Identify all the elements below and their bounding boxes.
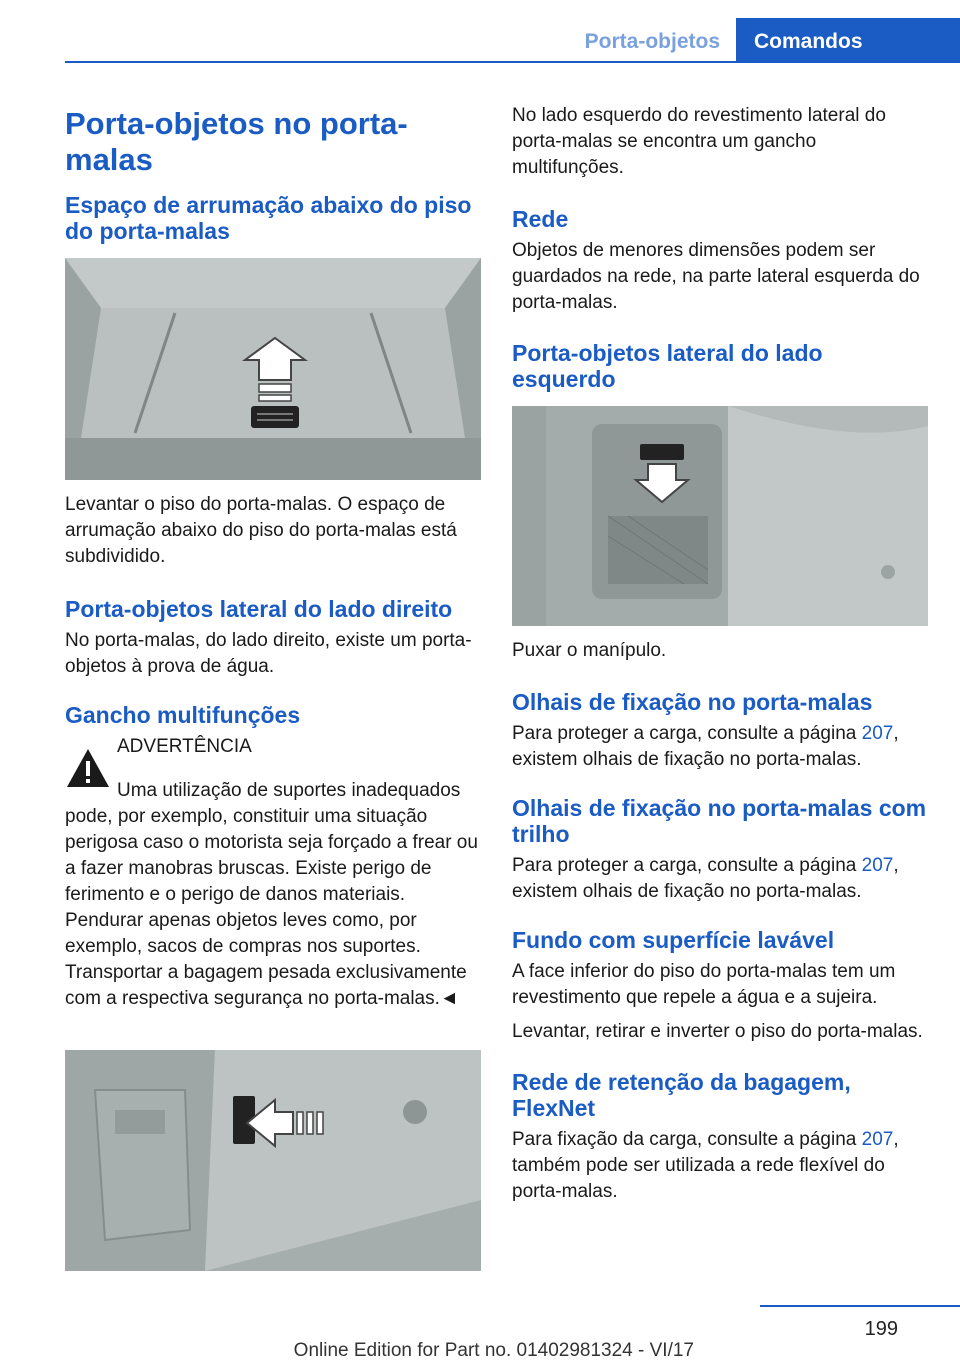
paragraph-washable-floor: A face inferior do piso do porta-malas tem um revestimento que repele a água e a sujeira.: [512, 961, 896, 1008]
heading-storage-under-floor: Espaço de arrumação abaixo do piso do porta-malas: [65, 192, 472, 244]
heading-net: Rede: [512, 206, 569, 232]
page-number: 199: [864, 1318, 898, 1340]
heading-lashing-eyes-rail: Olhais de fixação no porta-malas com trilho: [512, 795, 927, 847]
lashing-eyes-rail-text-b: , existem olhais de fixação no porta-malas.: [512, 855, 899, 902]
page-title: [65, 106, 481, 178]
image-left-side-storage: [512, 406, 928, 626]
lashing-eyes-rail-text-a: Para proteger a carga, consulte a página: [512, 855, 857, 876]
paragraph-lashing-eyes: [512, 721, 928, 773]
warning-text: Uma utilização de suportes inadequados pode, por exemplo, constituir uma situação perigosa caso o motorista seja forçado a frear ou a fazer manobras bruscas. Existe perigo de ferimento e o perigo de danos materiais. Pendurar apenas objetos leves como, por exemplo, sacos de compras nos suportes. Transportar a bagagem pesada exclusivamente com a respectiva segurança no porta-malas.◄: [65, 780, 478, 1009]
page-link-207[interactable]: 207: [861, 1129, 894, 1150]
paragraph-net: Objetos de menores dimensões podem ser guardados na rede, na parte lateral esquerda do porta-malas.: [512, 240, 920, 313]
heading-multifunction-hook: Gancho multifunções: [65, 702, 301, 728]
lashing-eyes-text-a: Para proteger a carga, consulte a página: [512, 723, 857, 744]
flexnet-text-a: Para fixação da carga, consulte a página: [512, 1129, 857, 1150]
header-rule: [65, 61, 960, 63]
warning-triangle-icon: [65, 746, 111, 792]
lashing-eyes-text-b: , existem olhais de fixação no porta-malas.: [512, 723, 899, 770]
paragraph-lashing-eyes-rail: [512, 853, 928, 905]
image-trunk-floor: [65, 258, 481, 480]
left-column: [65, 100, 481, 1271]
page-header: [0, 0, 960, 62]
paragraph-lift-floor: Levantar o piso do porta-malas. O espaço de arrumação abaixo do piso do porta-malas está subdividido.: [65, 494, 457, 567]
page-title-line1: Porta-objetos no porta-: [65, 106, 408, 141]
paragraph-pull-handle: Puxar o manípulo.: [512, 640, 667, 661]
footer-rule: [760, 1305, 960, 1307]
warning-title: ADVERTÊNCIA: [117, 736, 252, 757]
multifunction-hook-illustration: [65, 1050, 481, 1271]
footer-edition: Online Edition for Part no. 01402981324 - VI/17: [293, 1340, 694, 1361]
left-side-storage-illustration: [512, 406, 928, 626]
page-link-207[interactable]: 207: [861, 855, 894, 876]
header-chapter-tab[interactable]: Comandos: [736, 18, 960, 61]
flexnet-text-b: , também pode ser utilizada a rede flexível do porta-malas.: [512, 1129, 899, 1202]
right-column: [512, 100, 928, 1205]
paragraph-waterproof-storage: No porta-malas, do lado direito, existe um porta-objetos à prova de água.: [65, 630, 472, 677]
page-link-207[interactable]: 207: [861, 723, 894, 744]
trunk-floor-illustration: [65, 258, 481, 480]
header-section-label: Porta-objetos: [584, 30, 720, 53]
paragraph-hook-location: No lado esquerdo do revestimento lateral do porta-malas se encontra um gancho multifunções.: [512, 105, 886, 178]
heading-washable-floor: Fundo com superfície lavável: [512, 927, 835, 953]
heading-lashing-eyes: Olhais de fixação no porta-malas: [512, 689, 873, 715]
heading-flexnet: Rede de retenção da bagagem, FlexNet: [512, 1069, 851, 1121]
paragraph-flexnet: [512, 1127, 928, 1205]
heading-right-side-storage: Porta-objetos lateral do lado direito: [65, 596, 453, 622]
paragraph-invert-floor: Levantar, retirar e inverter o piso do porta-malas.: [512, 1021, 923, 1042]
image-multifunction-hook: [65, 1050, 481, 1271]
heading-left-side-storage: Porta-objetos lateral do lado esquerdo: [512, 340, 823, 392]
page-title-line2: malas: [65, 142, 153, 177]
